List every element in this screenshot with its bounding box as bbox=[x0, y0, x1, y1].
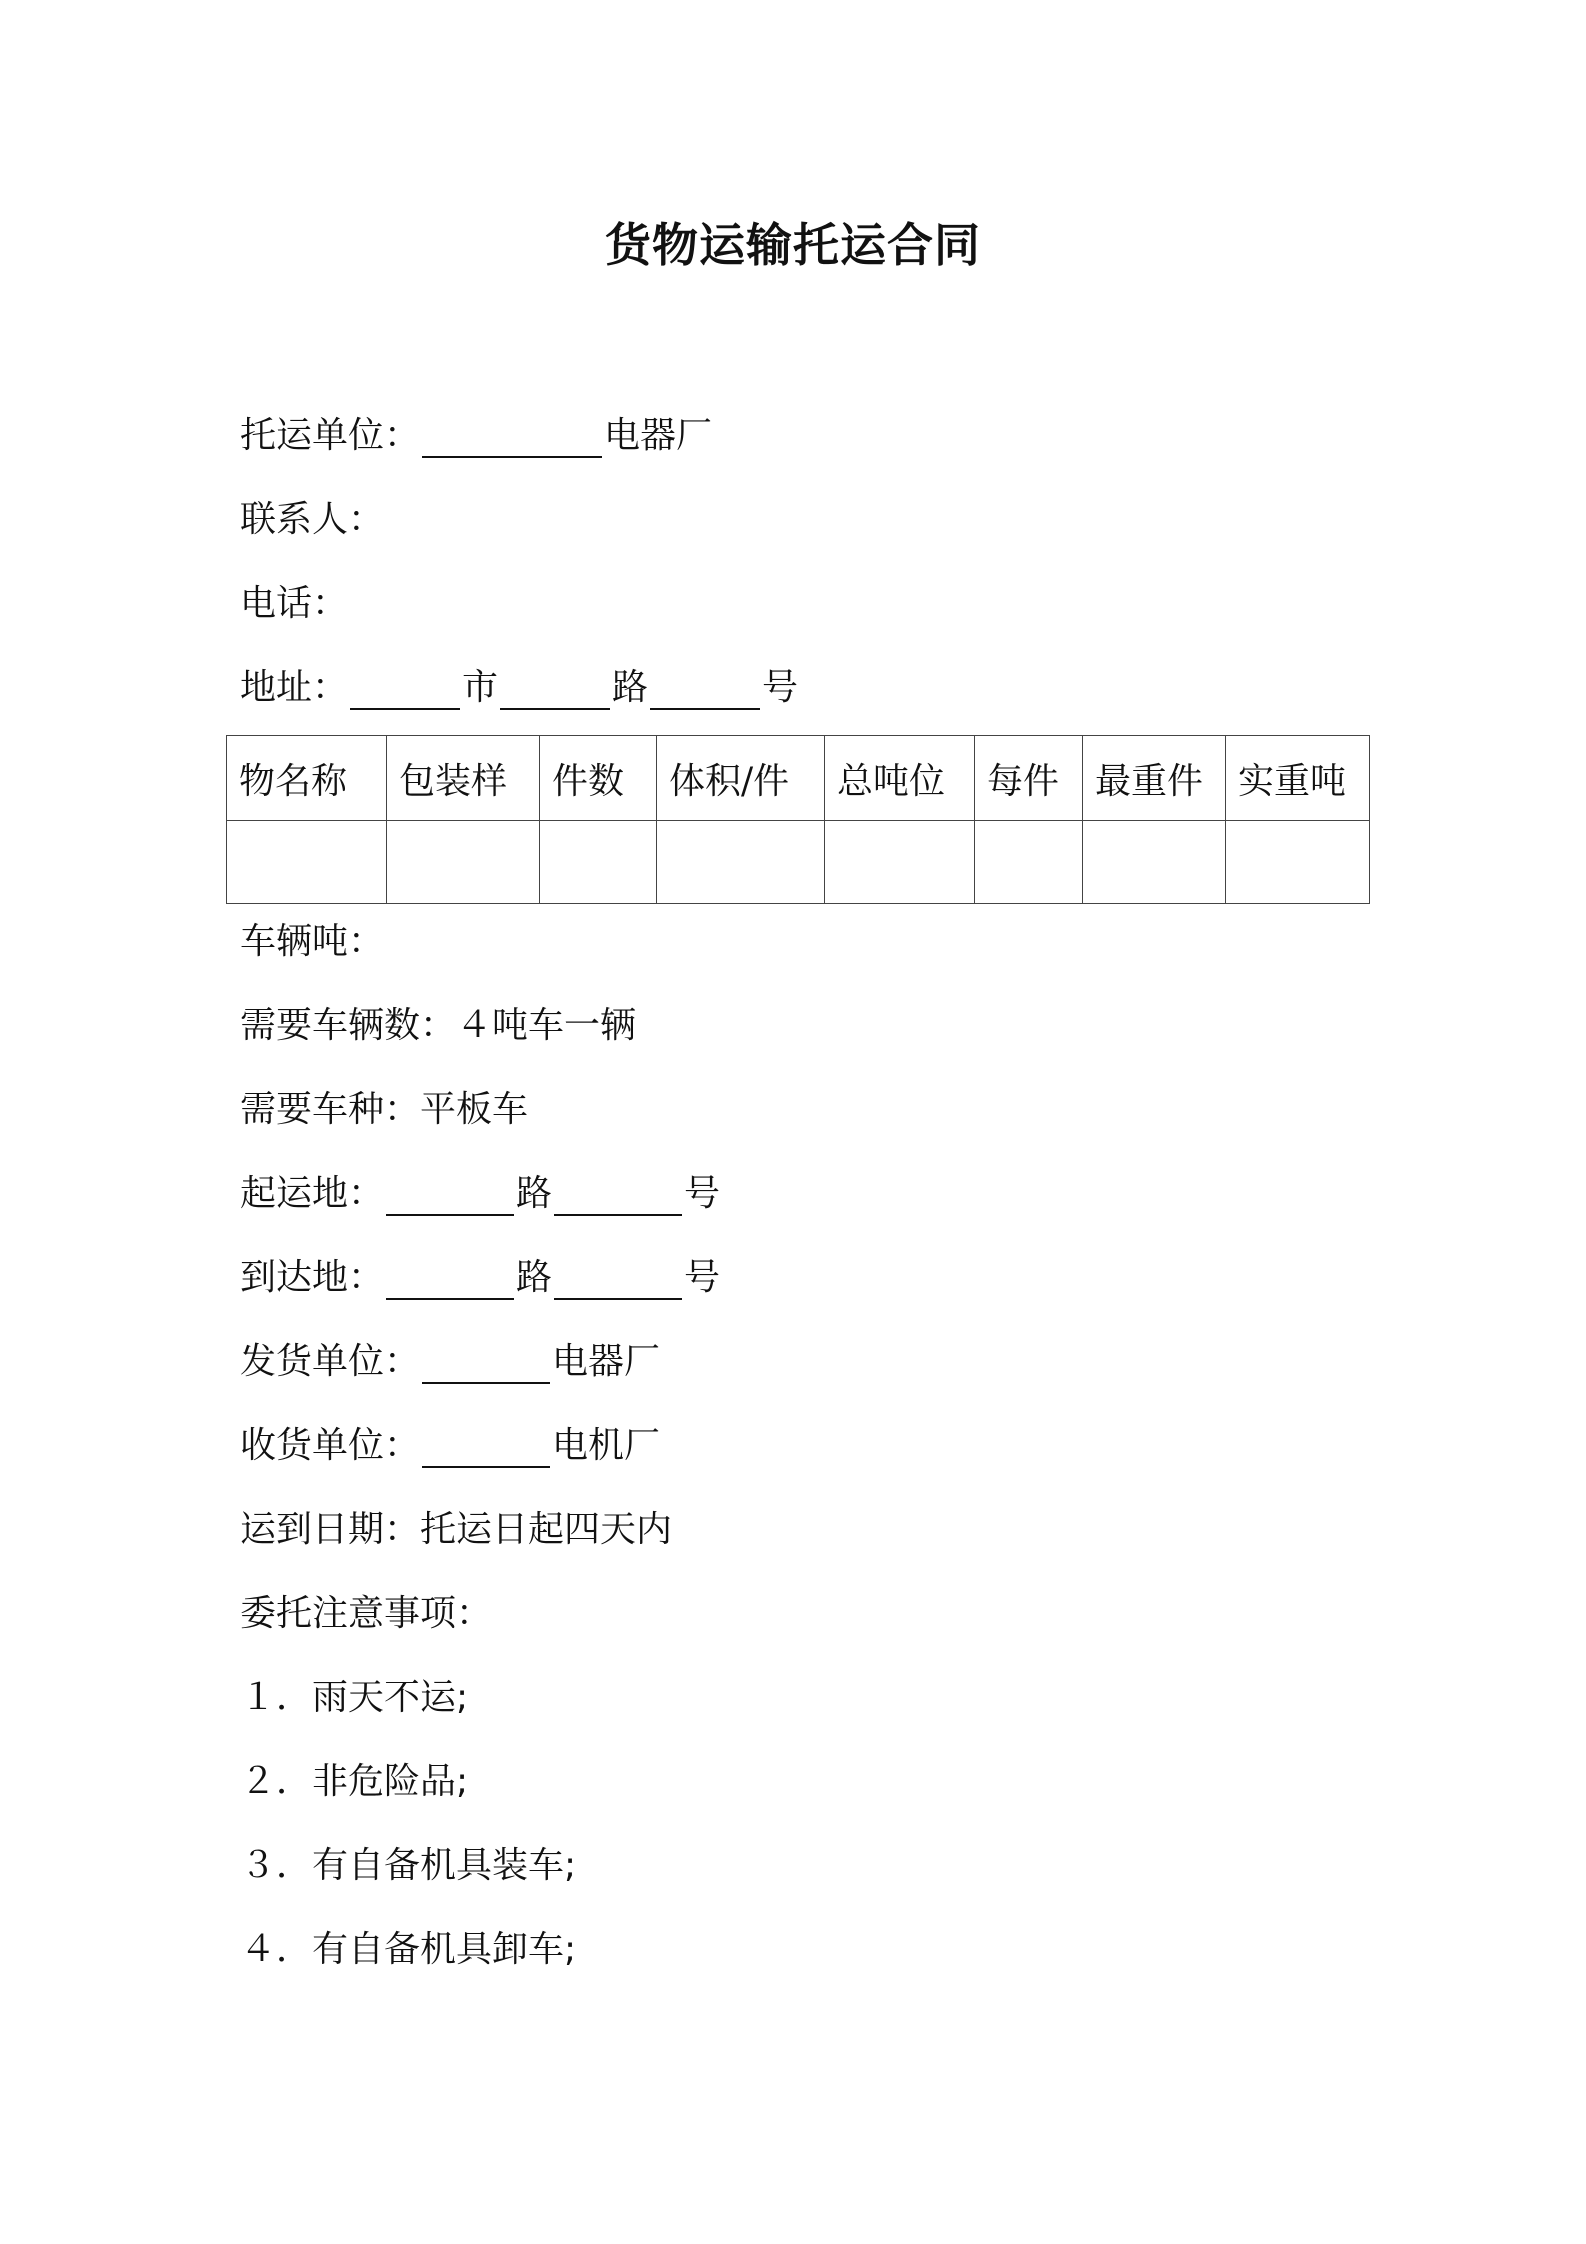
destination-road: 路 bbox=[516, 1257, 553, 1298]
origin-label: 起运地： bbox=[240, 1173, 385, 1214]
vehicle-type: 需要车种：平板车 bbox=[240, 1089, 529, 1130]
document-title: 货物运输托运合同 bbox=[605, 218, 981, 272]
sender-suffix: 电器厂 bbox=[552, 1341, 661, 1382]
vehicle-tonnage-label: 车辆吨： bbox=[240, 921, 385, 962]
origin-road: 路 bbox=[516, 1173, 553, 1214]
phone-line bbox=[240, 580, 348, 628]
destination-line bbox=[240, 1254, 720, 1302]
shipper-label: 托运单位： bbox=[240, 415, 421, 456]
receiver-label: 收货单位： bbox=[240, 1425, 421, 1466]
receiver-line bbox=[240, 1422, 660, 1470]
table-row bbox=[227, 821, 1370, 904]
origin-line bbox=[240, 1170, 720, 1218]
table-cell bbox=[227, 821, 387, 904]
contact-line bbox=[240, 496, 384, 544]
header-cell-packaging: 包装样 bbox=[387, 736, 540, 821]
header-cell-heaviest: 最重件 bbox=[1083, 736, 1226, 821]
note-item-2: ２．非危险品; bbox=[240, 1761, 469, 1802]
notes-heading-line bbox=[240, 1590, 492, 1638]
destination-number-blank bbox=[554, 1258, 682, 1300]
header-cell-volume: 体积/件 bbox=[657, 736, 825, 821]
vehicle-count: 需要车辆数：４吨车一辆 bbox=[240, 1005, 637, 1046]
header-cell-pieces: 件数 bbox=[540, 736, 657, 821]
table-cell bbox=[975, 821, 1083, 904]
contact-label: 联系人： bbox=[240, 499, 385, 540]
address-number-blank bbox=[650, 668, 760, 710]
vehicle-type-line bbox=[240, 1086, 528, 1134]
vehicle-count-line bbox=[240, 1002, 636, 1050]
address-number: 号 bbox=[762, 667, 799, 708]
list-item bbox=[240, 1674, 468, 1722]
shipper-blank bbox=[422, 416, 602, 458]
header-cell-actual-weight: 实重吨 bbox=[1226, 736, 1370, 821]
origin-road-blank bbox=[386, 1174, 514, 1216]
vehicle-tonnage-line bbox=[240, 918, 384, 966]
sender-line bbox=[240, 1338, 660, 1386]
arrival-date-line bbox=[240, 1506, 672, 1554]
address-label: 地址： bbox=[240, 667, 349, 708]
header-cell-each: 每件 bbox=[975, 736, 1083, 821]
table-cell bbox=[1083, 821, 1226, 904]
table-cell bbox=[387, 821, 540, 904]
origin-number: 号 bbox=[684, 1173, 721, 1214]
shipper-suffix: 电器厂 bbox=[604, 415, 713, 456]
origin-number-blank bbox=[554, 1174, 682, 1216]
address-city: 市 bbox=[462, 667, 499, 708]
sender-label: 发货单位： bbox=[240, 1341, 421, 1382]
table-cell bbox=[1226, 821, 1370, 904]
destination-label: 到达地： bbox=[240, 1257, 385, 1298]
table-cell bbox=[540, 821, 657, 904]
address-road-blank bbox=[500, 668, 610, 710]
address-road: 路 bbox=[612, 667, 649, 708]
destination-number: 号 bbox=[684, 1257, 721, 1298]
note-item-4: ４．有自备机具卸车; bbox=[240, 1929, 577, 1970]
note-item-1: １．雨天不运; bbox=[240, 1677, 469, 1718]
list-item bbox=[240, 1758, 468, 1806]
arrival-date: 运到日期：托运日起四天内 bbox=[240, 1509, 673, 1550]
table-cell bbox=[657, 821, 825, 904]
shipper-line bbox=[240, 412, 712, 460]
cargo-table bbox=[226, 735, 1370, 904]
sender-blank bbox=[422, 1342, 550, 1384]
notes-heading: 委托注意事项： bbox=[240, 1593, 493, 1634]
list-item bbox=[240, 1842, 576, 1890]
address-city-blank bbox=[350, 668, 460, 710]
destination-road-blank bbox=[386, 1258, 514, 1300]
receiver-blank bbox=[422, 1426, 550, 1468]
note-item-3: ３．有自备机具装车; bbox=[240, 1845, 577, 1886]
cargo-header-row bbox=[227, 736, 1370, 821]
receiver-suffix: 电机厂 bbox=[552, 1425, 661, 1466]
header-cell-name: 物名称 bbox=[227, 736, 387, 821]
list-item bbox=[240, 1926, 576, 1974]
phone-label: 电话： bbox=[240, 583, 349, 624]
table-cell bbox=[825, 821, 975, 904]
address-line bbox=[240, 664, 798, 712]
header-cell-total-tonnage: 总吨位 bbox=[825, 736, 975, 821]
